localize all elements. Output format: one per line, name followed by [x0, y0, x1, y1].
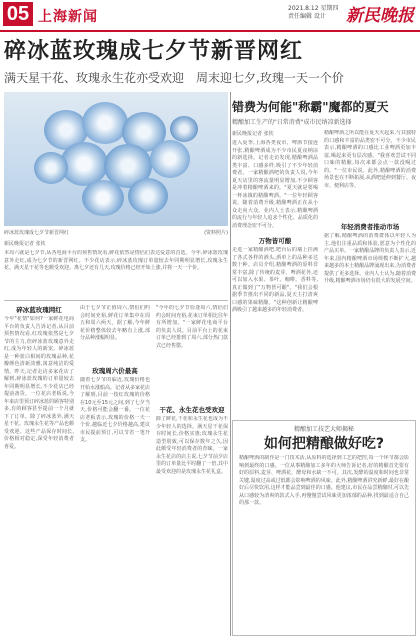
newspaper-logo: 新民晚报 — [346, 6, 414, 26]
right-text2: 走进一家精酿酒吧,吧台后的墙上挂满了各式各样的酒头,酒单上的品种多达数十种。店员介绍,精酿啤酒的原料非常丰富,除了传统的麦芽、啤酒花外,还可以加入水果、茶叶、咖啡、香料等,真正做到了"万物皆可酿"。"我们会根据季节推出不同的新品,夏天主打清爽口感的果味精酿。"这种创新让精酿啤酒吸引了越来越多的年轻消费者。 — [232, 247, 318, 313]
feature-box-title: 如何把精酿做好吃? — [263, 436, 385, 452]
right-subtitle-2: 年轻消费者推动市场 — [340, 223, 400, 231]
editor-line: 责任编辑 设计 — [288, 13, 326, 20]
main-byline: 新民晚报记者 张钦 — [4, 241, 46, 247]
photo-credit: (资料照片) — [204, 230, 228, 236]
right-subtitle-1: 万物皆可酿 — [258, 237, 292, 245]
column-divider — [230, 92, 231, 636]
page-header — [0, 0, 420, 32]
feature-box-text: 精酿啤酒的制作是一门技术活,从原料的选择到工艺的把控,每一个环节都会影响到最终的口感。一位从事精酿加工多年的大师告诉记者,好的精酿首先要有好的原料,麦芽、啤酒花、酵母和水缺一不可。其次,发酵的温度和时间也非常关键,温度过高或过低都会影响啤酒的风味。此外,精酿啤酒讲究新鲜,最好在酿好后尽快饮用,这样才能品尝到最佳的口感。他建议,市民在品尝精酿时,可以先从口感较为清爽的款式入手,再慢慢尝试风味更加浓郁的品种,找到最适合自己的那一款。 — [239, 455, 409, 506]
main-intro: 本周六就是七夕节,从各电商平台的预售情况看,鲜花依然是情侣们表达爱意的首选。今年,碎冰蓝玫瑰意外走红,成为七夕节的新晋网红。不少花店表示,碎冰蓝玫瑰订单量较去年同期明显增长,玫瑰永生花、满天星干花等也颇受欢迎。离七夕还有几天,玫瑰价格已经开始上涨,并将一天一个价。 — [4, 250, 228, 271]
col3-text: "今年的七夕节恰逢周六,情侣们约会时间充裕,花束订单相比往年有所增加。"一家鲜花电商平台的负责人说。目前平台上的花束订单已经排到了周六,部分热门款式已经售罄。 — [156, 305, 228, 349]
main-subheadline: 满天星干花、玫瑰永生花亦受欢迎 周末迎七夕,玫瑰一天一个价 — [4, 71, 344, 85]
col2-text: 由于七夕节正值周六,情侣们约会时间充裕,鲜花订单集中在周五和周六两天。据了解,今年鲜花价格整体较去年略有上涨,部分品种涨幅明显。 — [80, 305, 150, 341]
col1-subtitle: 碎冰蓝玫瑰网红 — [16, 306, 62, 314]
col2-subtitle: 玫瑰周六价最高 — [92, 367, 138, 375]
right-article-subtitle: 精酿加工生产的"日常消费"成市民纳凉新选择 — [232, 119, 352, 126]
right-text1: 进入夏季,上海各类夜市、啤酒节接连开张,精酿啤酒成为不少市民夏夜纳凉的新选择。记者走访发现,精酿啤酒品类丰富、口感多样,吸引了不少年轻消费者。一家精酿酒吧的负责人说,今年夏天店里的客流量明显增加,不少顾客是冲着精酿啤酒来的。"夏天就是要喝一杯冰镇的精酿啤酒。"一位年轻顾客说。随着消费升级,精酿啤酒正在从小众走向大众。业内人士表示,精酿啤酒的流行与年轻人追求个性化、品质化的消费理念密不可分。 — [232, 140, 318, 229]
right-byline: 新民晚报记者 张钦 — [232, 131, 274, 137]
right-col-b-text: 精酿啤酒之所以能在夏天火起来,与其独特的口感和丰富的品类密不可分。不少市民表示,精酿啤酒的口感比工业啤酒更加丰富,喝起来更有层次感。"我喜欢尝试不同口味的精酿,每次来都会点一款没喝过的。"一位市民说。此外,精酿啤酒的消费场景也在不断拓展,从酒吧延伸到餐厅、夜市、便利店等。 — [324, 130, 416, 189]
section-name: 上海新闻 — [38, 9, 98, 25]
feature-box-label: 精酿加工技艺大师揭秘 — [293, 426, 354, 433]
photo-caption: 碎冰蓝玫瑰成七夕节新晋网红 — [4, 230, 70, 236]
right-col-b-text2: 据了解,精酿啤酒的消费群体以年轻人为主,他们注重品质和体验,愿意为个性化的产品买单。一家精酿品牌的负责人表示,近年来,国内精酿啤酒市场规模不断扩大,越来越多的本土精酿品牌涌现出来,为消费者提供了更多选择。业内人士认为,随着消费升级,精酿啤酒市场仍有很大的发展空间。 — [324, 233, 416, 284]
col3-subtitle: 干花、永生花也受欢迎 — [159, 406, 225, 414]
right-article-title: 错费为何能"称霸"魔都的夏天 — [232, 100, 389, 114]
publication-date: 2021.8.12 星期四 — [288, 5, 339, 12]
col1-text: 今年"花情"如何?一家鲜花电商平台的负责人告诉记者,从目前预售情况看,红玫瑰依然是七夕节的主力,但碎冰蓝玫瑰意外走红,成为年轻人的新宠。碎冰蓝是一种蓝白相间的玫瑰品种,花瓣颜色清新淡雅,寓意纯洁的爱情。昨天,记者走访多家花店了解到,碎冰蓝玫瑰的订单量较去年同期明显增长,不少花店已经提前备货。一位花店老板说,今年来店里预订碎冰蓝的顾客特别多,有的顾客甚至提前一个月就下了订单。除了碎冰蓝外,满天星干花、玫瑰永生花等产品也颇受欢迎。这些产品保存时间长,价格相对稳定,深受年轻消费者喜爱。 — [4, 316, 74, 450]
col3-text2: 除了鲜花,干花和永生花也成为不少年轻人的选择。满天星干花保存时间长,价格实惠;玫瑰永生花造型别致,可以保存数年之久,因此颇受年轻消费者的青睐。一家永生花店的店主说,七夕节前夕店里的订单量比平时翻了一倍,其中最受欢迎的是玫瑰永生花礼盒。 — [156, 416, 228, 475]
feature-box — [232, 420, 416, 636]
col2-text2: 随着七夕节的临近,玫瑰价格也开始水涨船高。记者从多家花店了解到,目前一枝红玫瑰的价格在10元至15元之间,到了七夕当天,价格可能会翻一番。一位花店老板表示,玫瑰的价格一天一个价,越临近七夕价格越高,建议市民提前预订,可以节省一笔开支。 — [80, 377, 150, 443]
section-number: 05 — [3, 2, 33, 26]
bouquet-photo — [4, 92, 228, 226]
main-headline: 碎冰蓝玫瑰成七夕节新晋网红 — [4, 39, 304, 64]
